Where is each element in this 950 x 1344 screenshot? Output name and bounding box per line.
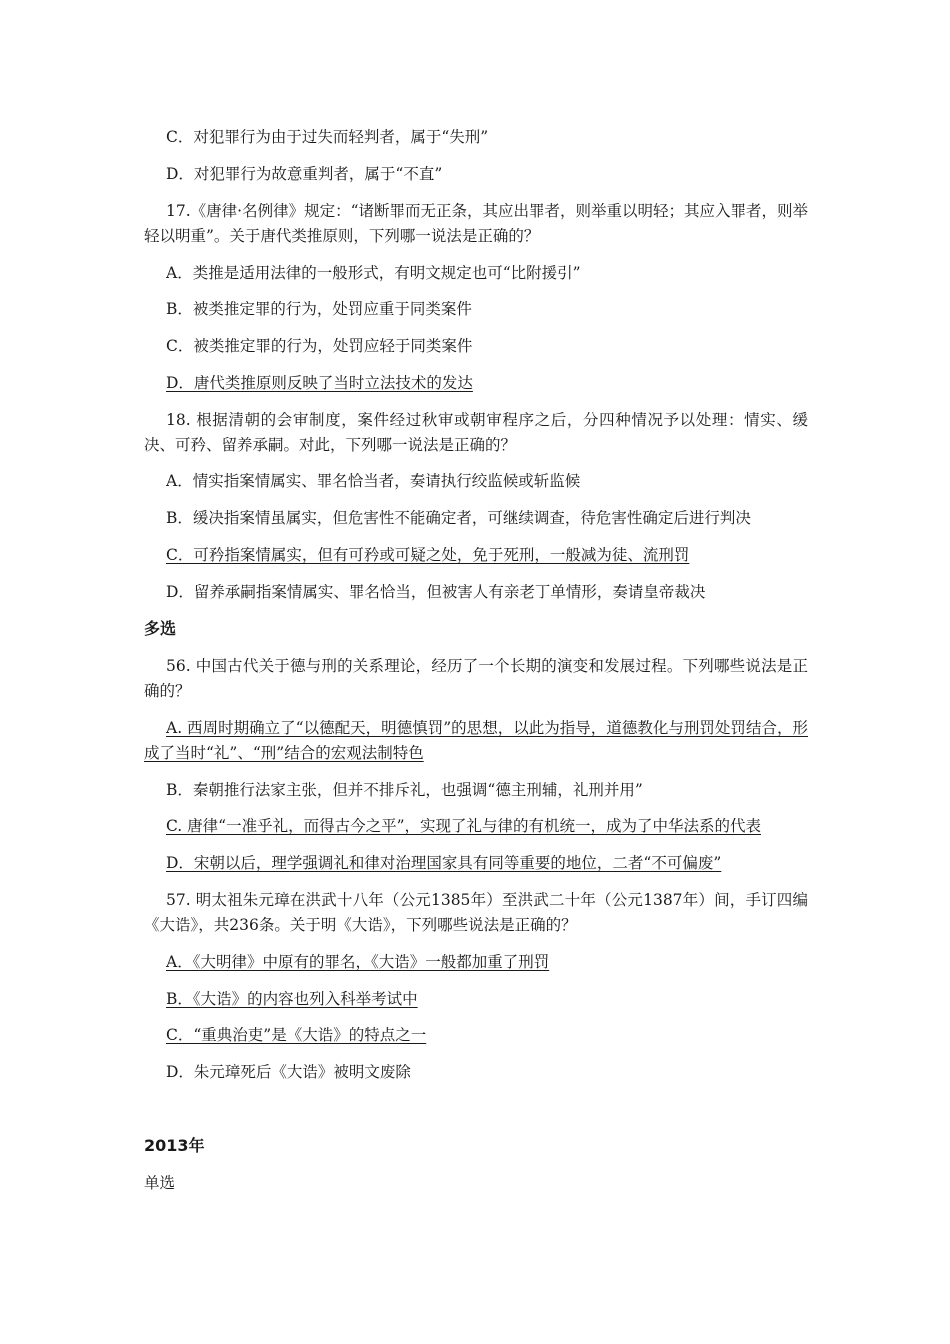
q57-stem: 57. 明太祖朱元璋在洪武十八年（公元1385年）至洪武二十年（公元1387年）间，手订四编《大诰》，共236条。关于明《大诰》，下列哪些说法是正确的？	[144, 891, 808, 934]
q56-option-c: C. 唐律“一准乎礼，而得古今之平”，实现了礼与律的有机统一，成为了中华法系的代表	[166, 817, 762, 835]
section-heading-multi: 多选	[144, 619, 177, 638]
q56-option-b: B．秦朝推行法家主张，但并不排斥礼，也强调“德主刑辅，礼刑并用”	[166, 781, 643, 799]
q57-option-c: C．“重典治吏”是《大诰》的特点之一	[166, 1026, 427, 1044]
q18-option-a: A．情实指案情属实、罪名恰当者，奏请执行绞监候或斩监候	[166, 472, 581, 490]
q56-option-d: D．宋朝以后，理学强调礼和律对治理国家具有同等重要的地位，二者“不可偏废”	[166, 854, 722, 872]
q56-stem: 56. 中国古代关于德与刑的关系理论，经历了一个长期的演变和发展过程。下列哪些说法是正确的？	[144, 657, 808, 700]
q57-option-a: A．《大明律》中原有的罪名，《大诰》一般都加重了刑罚	[166, 953, 550, 971]
q18-option-c: C．可矜指案情属实，但有可矜或可疑之处，免于死刑，一般减为徒、流刑罚	[166, 546, 690, 564]
year-heading: 2013年	[144, 1136, 205, 1155]
section-heading-single: 单选	[144, 1174, 176, 1192]
q17-option-b: B．被类推定罪的行为，处罚应重于同类案件	[166, 300, 472, 318]
q57-option-d: D．朱元璋死后《大诰》被明文废除	[166, 1063, 411, 1081]
q16-option-d: D．对犯罪行为故意重判者，属于“不直”	[166, 165, 443, 183]
q17-stem: 17.《唐律·名例律》规定：“诸断罪而无正条，其应出罪者，则举重以明轻；其应入罪者，则举轻以明重”。关于唐代类推原则，下列哪一说法是正确的？	[144, 202, 809, 245]
q56-option-a: A. 西周时期确立了“以德配天，明德慎罚”的思想，以此为指导，道德教化与刑罚处罚结合，形成了当时“礼”、“刑”结合的宏观法制特色	[144, 719, 808, 762]
q18-option-b: B．缓决指案情虽属实，但危害性不能确定者，可继续调查，待危害性确定后进行判决	[166, 509, 751, 527]
q17-option-c: C．被类推定罪的行为，处罚应轻于同类案件	[166, 337, 473, 355]
q18-option-d: D．留养承嗣指案情属实、罪名恰当，但被害人有亲老丁单情形，奏请皇帝裁决	[166, 583, 706, 601]
q17-option-d: D．唐代类推原则反映了当时立法技术的发达	[166, 374, 473, 392]
q16-option-c: C．对犯罪行为由于过失而轻判者，属于“失刑”	[166, 128, 489, 146]
q18-stem: 18. 根据清朝的会审制度，案件经过秋审或朝审程序之后，分四种情况予以处理：情实、缓决、可矜、留养承嗣。对此，下列哪一说法是正确的？	[144, 411, 808, 454]
q57-option-b: B．《大诰》的内容也列入科举考试中	[166, 990, 418, 1008]
q17-option-a: A．类推是适用法律的一般形式，有明文规定也可“比附援引”	[166, 264, 581, 282]
